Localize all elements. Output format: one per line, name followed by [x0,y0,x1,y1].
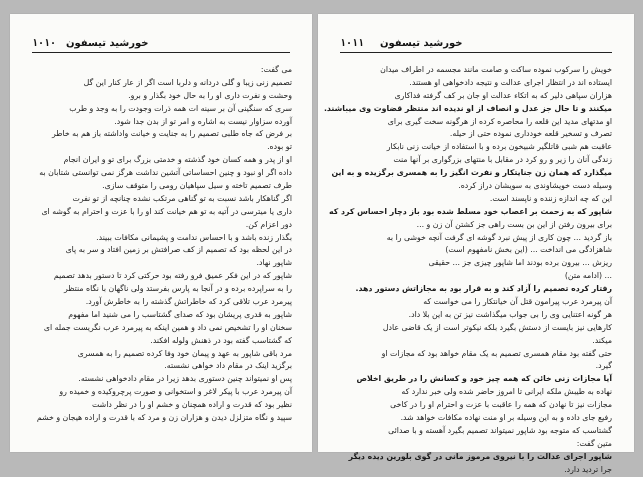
text-line: باز گردید ... چون کاری از پیش نبرد گوشه ای گرفت آنچه خوشی را به [386,232,612,242]
text-line: برگزید اینک در مقام داد خواهی نشسته. [164,361,292,371]
text-line: آن پیرمرد عرب با پیکر لاغر و استخوانی و صورت پرچروکیده و خمیده رو [59,387,292,397]
text-line: میکند. [592,335,612,345]
text-line: وحشت و نفرت داری او را به حال خود بگذار و برو. [128,90,292,100]
left-page-number: ۱۰۱۰ [32,38,57,49]
text-line: سخنان او را تشخیص نمی داد و همین اینکه به پیرمرد عرب نگریست جمله ای [43,322,292,332]
text-line: نهاده به طیبش ملکه ایرانی تا امروز حاضر شده ولی خبر ندارد که [401,387,612,397]
text-line: که گشتاسب گفته بود در ذهنش ولوله افکند. [150,335,292,345]
text-line: متین گفت: [576,438,612,448]
text-line: وسیله دست خویشاوندی به سویشان دراز کرده. [458,181,612,191]
text-line: داری یا میترسی در آتیه به تو هم خیانت کند او را با عزت و احترام به گوشه ای [41,206,292,216]
text-line: خویش را سرکوب نموده ساکت و صامت مانند مجسمه در اطراف میدان [380,65,612,74]
text-line: او از پدر و همه کسان خود گذشته و خدمتی بزرگ برای تو و ایران انجام [63,155,292,165]
right-page-number: ۱۰۱۱ [340,38,365,49]
text-line: شاپور که به زحمت بر اعصاب خود مسلط شده بود باز دچار احساس کرد که [329,206,612,216]
text-line: عاقبت هم شبی قاتلگیر شبیخون برده و با استفاده از خیانت زنی نابکار [386,142,612,152]
text-line: داده اگر او نبود و چنین احساساتی آتشین نداشت هرگز نمی توانستی شتابان به [39,168,292,178]
text-line: مرد باقی شاپور به عهد و پیمان خود وفا کرده تصمیم را به همسری [77,348,292,358]
text-line: این که چه اندازه زننده و ناپسند است. [489,193,612,203]
text-line: رفیع جای داده و به این وسیله بر او منت نهاده مکافات خواهد شد. [400,413,612,423]
text-line: سری که سنگینی آن بر سینه ات همه ذرات وجودت را به وجد و طرب [69,103,292,113]
text-line: تصمیم زنی زیبا و گلی دردانه و دلربا است اگر از عار کنار این گل [83,77,292,87]
text-line: تصرف و تسخیر قلعه خودداری نموده حتی از حیله. [449,129,612,139]
text-line: شاپور نهاد. [256,258,292,268]
text-line: مجازات نیز تا نهادن که همه را عاقبت با عزت و احترام او را در کاخی [390,400,612,410]
text-line: آورده سزاوار نیست به اشاره و امر تو از بدن جدا شود. [114,116,292,126]
text-line: او مدتهای مدید این قلعه را محاصره کرده از هرگونه سخت گیری برای [387,116,612,126]
text-line: آن پیرمرد عرب پیرامون قتل آن خیانتکار را می خواست که [423,297,612,307]
text-line: پس او نمیتواند چنین دستوری بدهد زیرا در مقام دادخواهی نشسته. [78,374,292,384]
text-line: بگذار زنده باشد و با احساس ندامت و پشیمانی مکافات ببیند. [96,232,292,242]
text-line: جرا تردید دارد. [564,464,612,474]
text-line: ایستاده اند در انتظار اجرای عدالت و نتیجه دادخواهی او هستند. [409,77,612,87]
text-line: برای بیرون رفتن از این بن بست راهی جز کشتن آن زن و ... [416,219,612,229]
text-line: حتی گفته بود مقام همسری تصمیم به یک مقام خواهد بود که مجازات او [381,348,612,358]
text-line: گیرد. [595,361,612,371]
text-line: شاهزادگی می انداخت ... (این بخش نامفهوم است) [445,245,612,255]
left-running-title: خورشید تیسفون [66,38,149,49]
text-line: شاپور اجرای عدالت را با نیروی مرموز مانی در گوی بلورین دیده دیگر [348,451,612,461]
text-line: می گفت: [260,65,292,74]
left-page-body [34,64,292,438]
text-line: اگر گناهکار باشد نسبت به تو گناهی مرتکب نشده چنانچه از تو نفرت [72,193,292,203]
right-running-title: خورشید تیسفون [380,38,463,49]
text-line: ریزش ... بیرون برده بودند اما شاپور چیزی جز ... حقیقی [428,258,612,268]
text-line: طرف تصمیم تاخته و سیل سپاهیان رومی را متوقف سازی. [102,181,292,191]
text-line: را به سراپرده برده و در آنجا به پارس بفرستد ولی ناگهان با نگاه منتظر [63,284,292,294]
text-line: هزاران سپاهی دلیر که به اتکاء عدالت او جان بر کف گرفته فداکاری [394,90,612,100]
text-line: میگذارد که همان زن جنایتکار و نفرت انگیز را به همسری برگزیده و به این [331,168,612,178]
left-page [10,14,312,452]
text-line: کارهایی نیز بایست از دستش بگیرد بلکه نیکوتر است از یک قاضی عادل [382,322,612,332]
text-line: شاپور که در این فکر عمیق فرو رفته بود حرکتی کرد تا دستور بدهد تصمیم [53,271,292,281]
text-line: دور اعزام کن. [245,219,292,229]
text-line: گشتاسب که متوجه بود شاپور نمیتواند تصمیم بگیرد آهسته و با صدائی [388,425,612,435]
text-line: سپید و نگاه متزلزل دیدن و هزاران زن و مرد که با قدرت و اراده هیجان و خشم [36,413,292,423]
text-line: آیا مجازات زنی خائن که همه چیز خود و کسانش را در طریق اخلاص [356,374,612,384]
right-page-body [323,64,612,474]
text-line: پیرمرد عرب تلاقی کرد که خاطراتش گذشته را به خاطرش آورد. [85,297,292,307]
text-line: نظیر بود که قدرت و اراده همچنان و خشم او را در نظر داشت [92,400,292,410]
text-line: رفتار کرده تصمیم را آزاد کند و به قرار بود به مجازاتش دستور دهد. [355,284,612,294]
text-line: ... (ادامه متن) [564,271,612,281]
text-line: تو بوده. [267,142,292,152]
text-line: در این لحظه بود که تصمیم از کف صرافتش بر زمین افتاد و سر به پای [65,245,292,255]
right-page-header [340,38,612,53]
right-page [318,14,634,474]
text-line: هر گونه اعتنایی وی را بی جواب میگذاشت نیز تن به این بلا داد. [408,309,612,319]
text-line: میکنند و تا حال جز عدل و انصاف از او ندیده اند منتظر قضاوت وی میباشند. [323,103,612,113]
text-line: بر فرض که جاه طلبی تصمیم را به جنایت و خیانت واداشته باز هم به خاطر [52,129,292,139]
text-line: زندگی آنان را زیر و رو کرد در مقابل با منتهای بزرگواری بر آنها منت [393,155,612,165]
text-line: شاپور به قدری پریشان بود که صدای گشتاسب را می شنید اما مفهوم [68,309,292,319]
left-page-header [32,38,290,53]
